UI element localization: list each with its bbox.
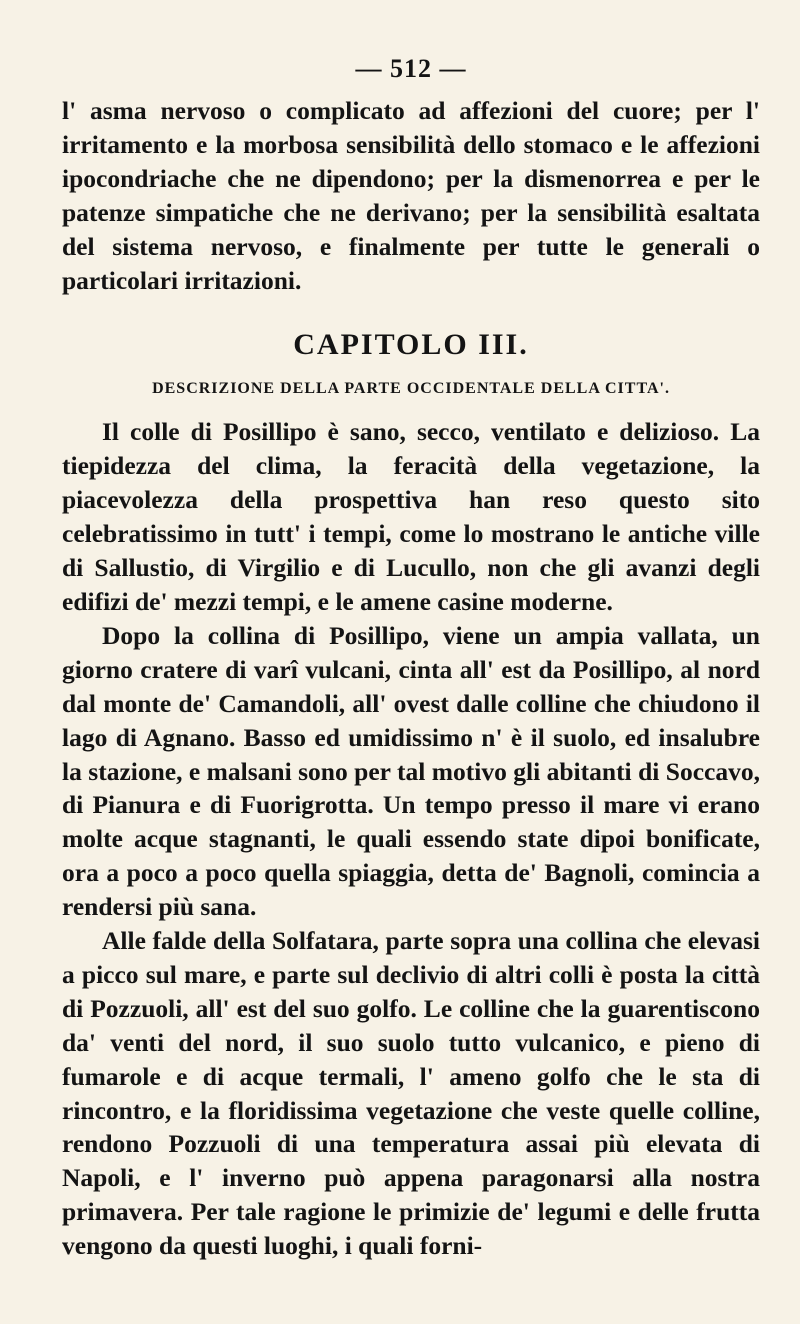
- section-heading: DESCRIZIONE DELLA PARTE OCCIDENTALE DELLA CITTA'.: [152, 380, 670, 398]
- page-number: — 512 —: [355, 54, 467, 83]
- paragraph-pozzuoli: Alle falde della Solfatara, parte sopra una collina che elevasi a picco sul mare, e parte sul declivio di altri colli è posta la città di Pozzuoli, all' est del suo golfo. Le colline che la guarentiscono da' venti del nord, il suo suolo tutto vulcanico, e pieno di fumarole e di acque termali, l' ameno golfo che le sta di rincontro, e la floridissima vegetazione che veste quelle colline, rendono Pozzuoli di una temperatura assai più elevata di Napoli, e l' inverno può appena paragonarsi alla nostra primavera. Per tale ragione le primizie de' legumi e delle frutta vengono da questi luoghi, i quali forni-: [62, 926, 760, 1261]
- opening-paragraph: l' asma nervoso o complicato ad affezioni del cuore; per l' irritamento e la morbosa sensibilità dello stomaco e le affezioni ipocondriache che ne dipendono; per la dismenorrea e per le patenze simpatiche che ne derivano; per la sensibilità esaltata del sistema nervoso, e finalmente per tutte le generali o particolari irritazioni.: [62, 96, 760, 295]
- paragraph-posillipo: Il colle di Posillipo è sano, secco, ventilato e delizioso. La tiepidezza del clima, la feracità della vegetazione, la piacevolezza della prospettiva han reso questo sito celebratissimo in tutt' i tempi, come lo mostrano le antiche ville di Sallustio, di Virgilio e di Lucullo, non che gli avanzi degli edifizi de' mezzi tempi, e le amene casine moderne.: [62, 417, 760, 616]
- paragraph-vallata: Dopo la collina di Posillipo, viene un ampia vallata, un giorno cratere di varî vulcani, cinta all' est da Posillipo, al nord dal monte de' Camandoli, all' ovest dalle colline che chiudono il lago di Agnano. Basso ed umidissimo n' è il suolo, ed insalubre la stazione, e malsani sono per tal motivo gli abitanti di Soccavo, di Pianura e di Fuorigrotta. Un tempo presso il mare vi erano molte acque stagnanti, le quali essendo state dipoi bonificate, ora a poco a poco quella spiaggia, detta de' Bagnoli, comincia a rendersi più sana.: [62, 620, 760, 922]
- chapter-title: CAPITOLO III.: [293, 328, 529, 362]
